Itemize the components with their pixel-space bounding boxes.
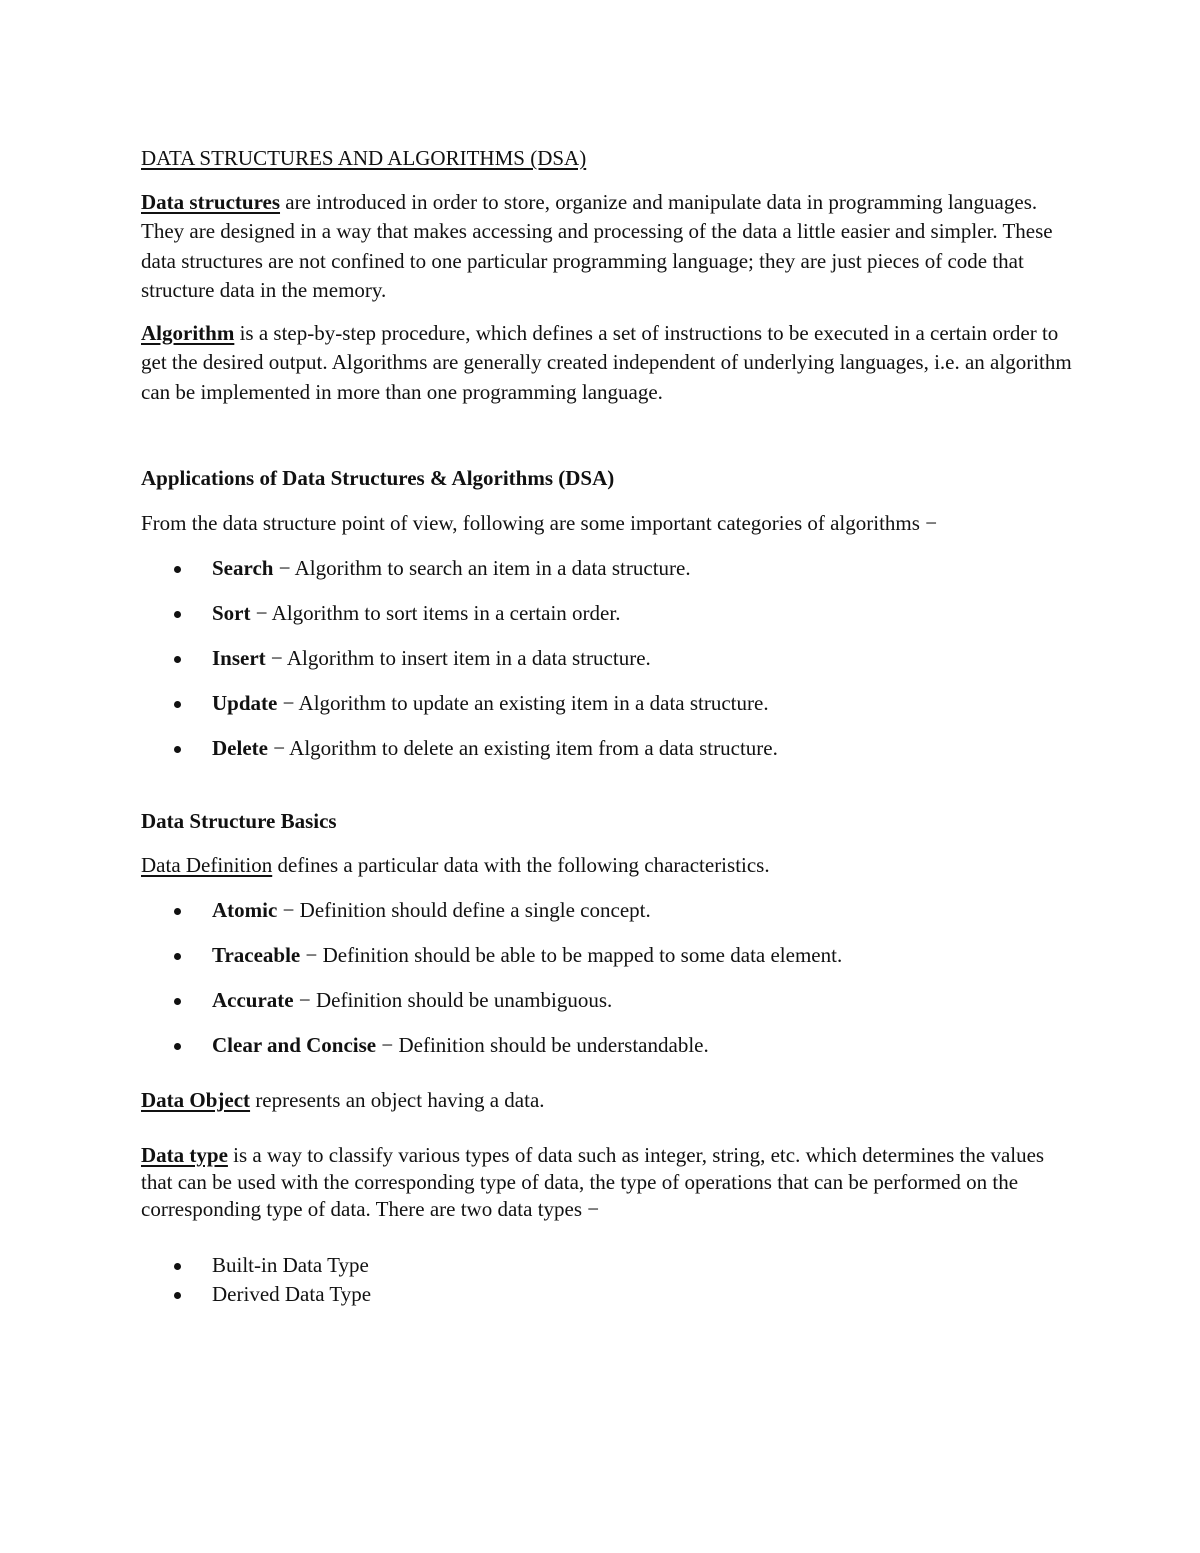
list-item xyxy=(141,1251,1080,1281)
list-item-term: Traceable xyxy=(212,943,301,967)
list-item-term: Sort xyxy=(212,600,251,625)
list-item-text: − Algorithm to insert item in a data structure. xyxy=(265,645,651,670)
applications-lead: From the data structure point of view, following are some important categories of algorithms − xyxy=(141,510,938,535)
list-item-term: Search xyxy=(212,555,274,580)
list-item-text: − Definition should be unambiguous. xyxy=(293,988,613,1012)
data-object-paragraph xyxy=(141,1086,1080,1116)
list-item xyxy=(141,554,1080,584)
list-item xyxy=(141,644,1080,674)
list-item-text: − Definition should be understandable. xyxy=(376,1033,709,1057)
data-definition-paragraph xyxy=(141,851,1080,881)
list-item-term: Update xyxy=(212,690,278,715)
list-item xyxy=(141,599,1080,629)
list-item xyxy=(141,941,1080,971)
list-item xyxy=(141,986,1080,1016)
data-types-list xyxy=(141,1251,1080,1310)
data-definition-text: defines a particular data with the following characteristics. xyxy=(272,853,770,877)
list-item xyxy=(141,689,1080,719)
list-item-text: − Algorithm to delete an existing item from a data structure. xyxy=(267,735,778,760)
data-object-term: Data Object xyxy=(141,1088,251,1112)
bullet-icon xyxy=(174,1043,181,1050)
list-item-term: Delete xyxy=(212,735,268,760)
list-item xyxy=(141,1031,1080,1061)
list-item-text: Built-in Data Type xyxy=(212,1252,369,1277)
algorithm-paragraph xyxy=(141,319,1080,408)
list-item-term: Clear and Concise xyxy=(212,1033,377,1057)
bullet-icon xyxy=(174,746,181,753)
list-item-text: − Algorithm to update an existing item in a data structure. xyxy=(277,690,769,715)
bullet-icon xyxy=(174,908,181,915)
list-item-text: − Algorithm to search an item in a data structure. xyxy=(273,555,691,580)
document-title: DATA STRUCTURES AND ALGORITHMS (DSA) xyxy=(141,146,587,170)
list-item xyxy=(141,734,1080,764)
data-structures-text: are introduced in order to store, organize and manipulate data in programming languages. They are designed in a way that makes accessing and processing of the data a little easier and simpler. These data structures are not confined to one particular programming language; they are just pieces of code that structure data in the memory. xyxy=(141,189,1053,302)
list-item-text: − Algorithm to sort items in a certain order. xyxy=(250,600,621,625)
algorithm-text: is a step-by-step procedure, which defines a set of instructions to be executed in a certain order to get the desired output. Algorithms are generally created independent of underlying languages, i.e. an algorithm can be implemented in more than one programming language. xyxy=(141,320,1072,404)
bullet-icon xyxy=(174,1263,181,1270)
data-object-text: represents an object having a data. xyxy=(250,1088,545,1112)
bullet-icon xyxy=(174,566,181,573)
list-item-text: − Definition should be able to be mapped to some data element. xyxy=(300,943,843,967)
data-structures-paragraph xyxy=(141,188,1080,306)
algorithm-categories-list xyxy=(141,554,1080,764)
bullet-icon xyxy=(174,953,181,960)
list-item xyxy=(141,896,1080,926)
list-item-term: Accurate xyxy=(212,988,294,1012)
bullet-icon xyxy=(174,1292,181,1299)
bullet-icon xyxy=(174,701,181,708)
basics-heading: Data Structure Basics xyxy=(141,808,337,833)
characteristics-list xyxy=(141,896,1080,1061)
list-item-term: Insert xyxy=(212,645,266,670)
data-type-term: Data type xyxy=(141,1142,228,1167)
data-structures-term: Data structures xyxy=(141,189,281,214)
data-definition-term: Data Definition xyxy=(141,853,273,877)
bullet-icon xyxy=(174,656,181,663)
algorithm-term: Algorithm xyxy=(141,320,235,345)
applications-heading: Applications of Data Structures & Algorithms (DSA) xyxy=(141,466,615,490)
list-item xyxy=(141,1280,1080,1310)
data-type-paragraph xyxy=(141,1142,1080,1223)
list-item-text: − Definition should define a single concept. xyxy=(277,898,651,922)
list-item-term: Atomic xyxy=(212,898,278,922)
bullet-icon xyxy=(174,611,181,618)
list-item-text: Derived Data Type xyxy=(212,1282,372,1306)
data-type-text: is a way to classify various types of data such as integer, string, etc. which determines the values that can be used with the corresponding type of data, the type of operations that can be performed on the corresponding type of data. There are two data types − xyxy=(141,1142,1045,1221)
bullet-icon xyxy=(174,998,181,1005)
